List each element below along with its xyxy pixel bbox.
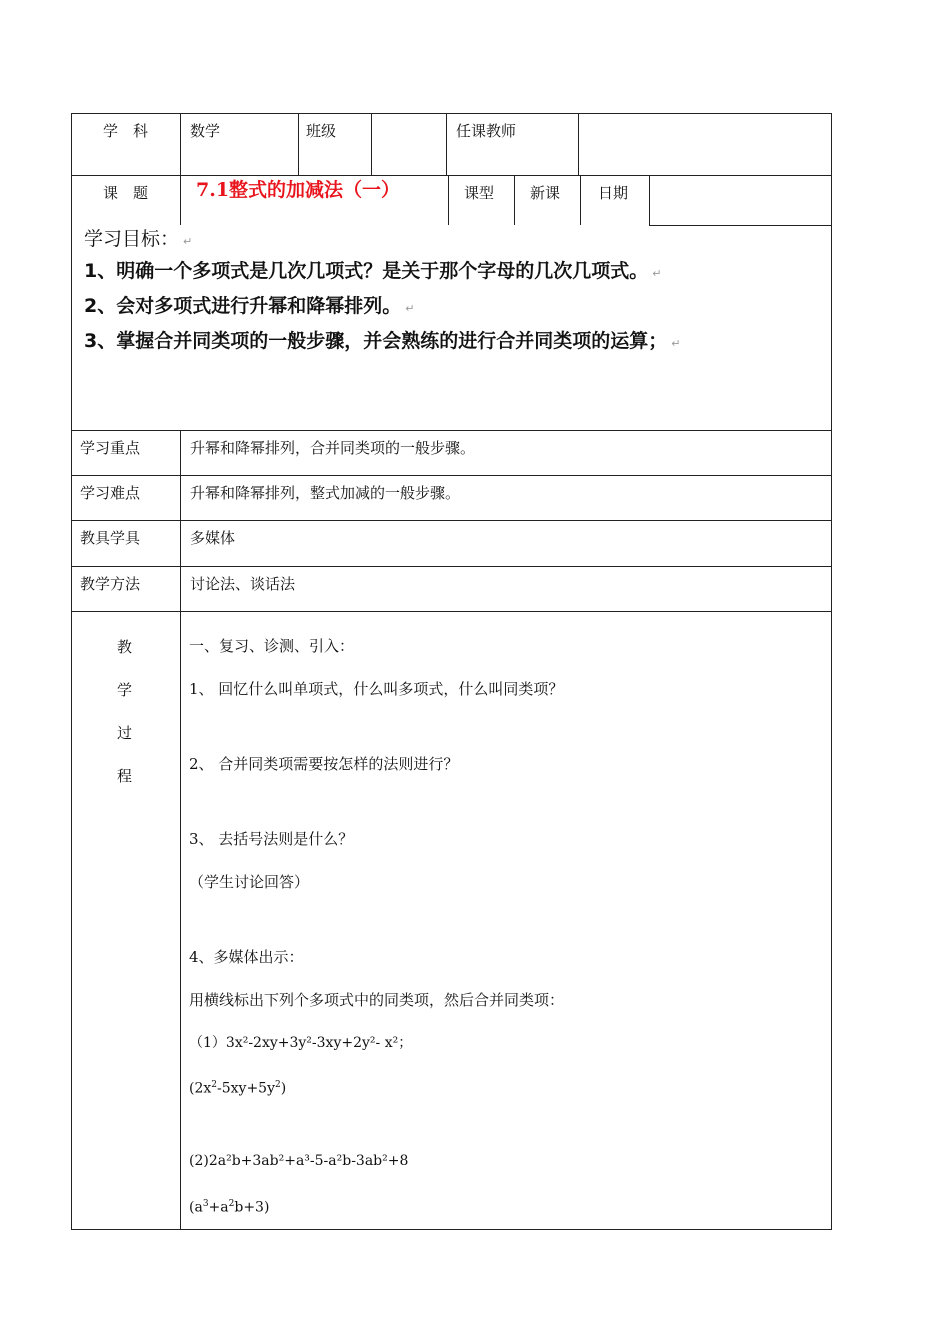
row-divider: [71, 475, 832, 476]
goal-item: 3、掌握合并同类项的一般步骤，并会熟练的进行合并同类项的运算； ↵: [84, 330, 681, 352]
key-points-value: 升幂和降幂排列，合并同类项的一般步骤。: [190, 439, 476, 457]
answer-2: $(a^3+a^2b+3)$: [189, 1199, 270, 1216]
process-line: 用横线标出下列个多项式中的同类项，然后合并同类项：: [189, 991, 565, 1009]
process-line: 一、复习、诊测、引入：: [189, 637, 355, 655]
column-divider: [514, 175, 515, 225]
process-label-char: 程: [117, 767, 133, 785]
row-divider: [71, 611, 832, 612]
process-line: （学生讨论回答）: [189, 873, 310, 891]
topic-title: 7.1整式的加减法（一）: [196, 179, 401, 201]
expression-2: (2)2a²b+3ab²+a³-5-a²b-3ab²+8: [189, 1153, 409, 1169]
row-divider: [71, 520, 832, 521]
topic-label: 课 题: [103, 184, 149, 202]
goals-heading: 学习目标： ↵: [84, 228, 193, 250]
column-divider: [580, 175, 581, 225]
answer-1: $(2x^2-5xy+5y^2)$: [189, 1080, 287, 1097]
process-label-char: 教: [117, 638, 133, 656]
process-label-char: 学: [117, 681, 133, 699]
expression-1: （1）3x²-2xy+3y²-3xy+2y²- x²；: [189, 1035, 413, 1051]
row-divider: [71, 566, 832, 567]
subject-label: 学 科: [103, 122, 149, 140]
paragraph-mark-icon: ↵: [405, 302, 415, 315]
teaching-aids-label: 教具学具: [80, 529, 141, 547]
paragraph-mark-icon: ↵: [671, 337, 681, 350]
teaching-method-value: 讨论法、谈话法: [190, 575, 296, 593]
teaching-method-label: 教学方法: [80, 575, 141, 593]
goal-item: 2、会对多项式进行升幂和降幂排列。 ↵: [84, 295, 415, 317]
goal-item: 1、明确一个多项式是几次几项式？是关于那个字母的几次几项式。 ↵: [84, 260, 662, 282]
column-divider: [446, 113, 447, 175]
subject-value: 数学: [190, 122, 221, 140]
difficulties-label: 学习难点: [80, 484, 141, 502]
process-line: 1、 回忆什么叫单项式，什么叫多项式，什么叫同类项？: [189, 680, 564, 698]
teacher-label: 任课教师: [456, 122, 517, 140]
key-points-label: 学习重点: [80, 439, 141, 457]
column-divider: [649, 175, 650, 225]
column-divider: [448, 175, 449, 225]
column-divider: [180, 430, 181, 1230]
column-divider: [180, 175, 181, 225]
process-line: 2、 合并同类项需要按怎样的法则进行？: [189, 755, 459, 773]
column-divider: [578, 113, 579, 175]
paragraph-mark-icon: ↵: [652, 267, 662, 280]
difficulties-value: 升幂和降幂排列，整式加减的一般步骤。: [190, 484, 461, 502]
type-value: 新课: [530, 184, 561, 202]
row-divider: [71, 430, 832, 431]
type-label: 课型: [464, 184, 495, 202]
learning-goals: [84, 226, 680, 360]
column-divider: [298, 113, 299, 175]
process-line: 3、 去括号法则是什么？: [189, 830, 354, 848]
process-label-char: 过: [117, 724, 133, 742]
column-divider: [371, 113, 372, 175]
date-label: 日期: [598, 184, 629, 202]
process-line: 4、多媒体出示：: [189, 948, 304, 966]
class-label: 班级: [306, 122, 337, 140]
row-divider: [71, 175, 832, 176]
paragraph-mark-icon: ↵: [183, 235, 193, 248]
teaching-aids-value: 多媒体: [190, 529, 236, 547]
column-divider: [180, 113, 181, 175]
